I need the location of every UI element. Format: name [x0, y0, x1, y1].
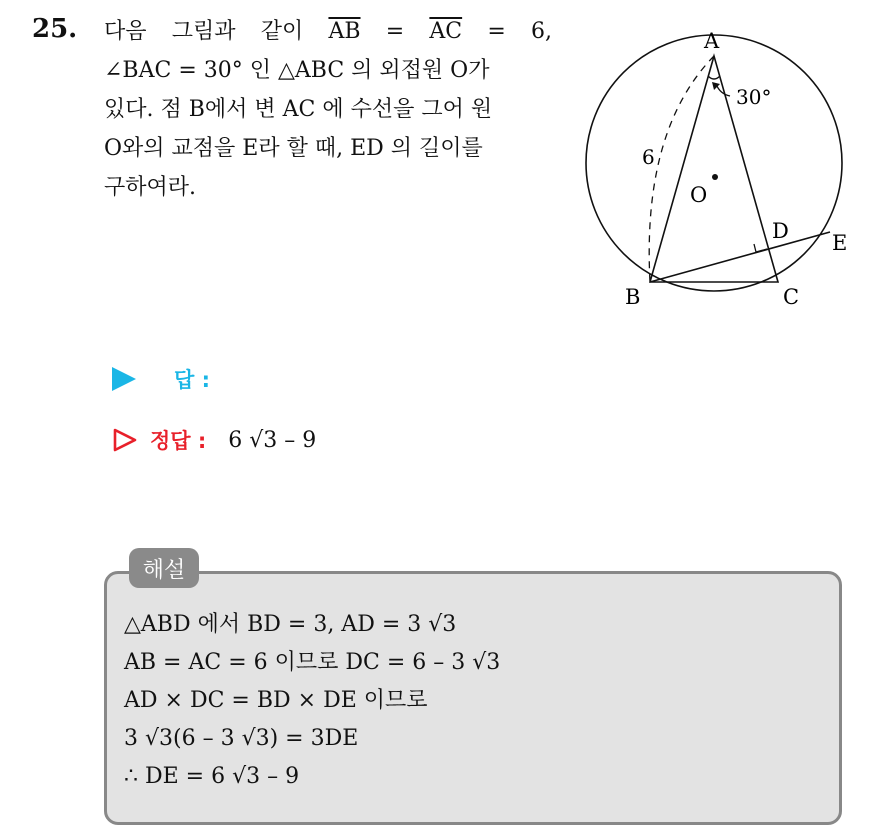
question-row-2: ∠BAC = 30° 인 △ABC 의 외접원 O가 [104, 58, 490, 83]
segment-ac: $\overline{AC}$ [429, 19, 463, 44]
answer-label: 답 : [174, 368, 210, 392]
angle-arc [708, 76, 720, 79]
q-word: = [385, 19, 405, 44]
q-word: 6, [531, 19, 552, 44]
explanation-line: ∴ DE = 6 √3 – 9 [124, 764, 300, 789]
label-b: B [625, 285, 641, 309]
question-row-3: 있다. 점 B에서 변 AC 에 수선을 그어 원 [104, 97, 493, 122]
solution-label: 정답 : [150, 429, 207, 453]
segment-ab: $\overline{AB}$ [328, 19, 361, 44]
explanation-line: AB = AC = 6 이므로 DC = 6 – 3 √3 [124, 650, 501, 675]
solution-value: 6 √3 – 9 [228, 427, 317, 453]
question-number: 25. [32, 14, 78, 44]
geometry-figure [580, 20, 880, 320]
question-text [104, 12, 552, 207]
q-word: 그림과 [171, 19, 236, 44]
q-word: 다음 [104, 19, 147, 44]
solution-row [112, 424, 316, 456]
label-e: E [832, 231, 848, 255]
play-marker-icon [112, 367, 136, 391]
explanation-line: 3 √3(6 – 3 √3) = 3DE [124, 726, 359, 751]
explanation-tab: 해설 [129, 548, 199, 588]
angle-label: 30° [736, 85, 772, 109]
question-row-4: O와의 교점을 E라 할 때, ED 의 길이를 [104, 136, 483, 161]
explanation-line: AD × DC = BD × DE 이므로 [124, 688, 428, 713]
answer-row [112, 364, 210, 394]
label-a: A [704, 29, 720, 53]
question-row-1 [104, 12, 552, 51]
q-word: = [487, 19, 506, 44]
q-word: 같이 [260, 19, 304, 44]
outline-play-marker-icon [112, 427, 138, 453]
question-row-5: 구하여라. [104, 175, 197, 200]
circumcircle [586, 35, 842, 291]
side-label: 6 [642, 145, 655, 169]
center-dot [712, 174, 718, 180]
explanation-line: △ABD 에서 BD = 3, AD = 3 √3 [124, 612, 457, 637]
label-d: D [772, 219, 789, 243]
explanation-lines [124, 606, 500, 796]
label-o: O [690, 183, 708, 207]
label-c: C [783, 285, 800, 309]
line-be [650, 232, 830, 282]
